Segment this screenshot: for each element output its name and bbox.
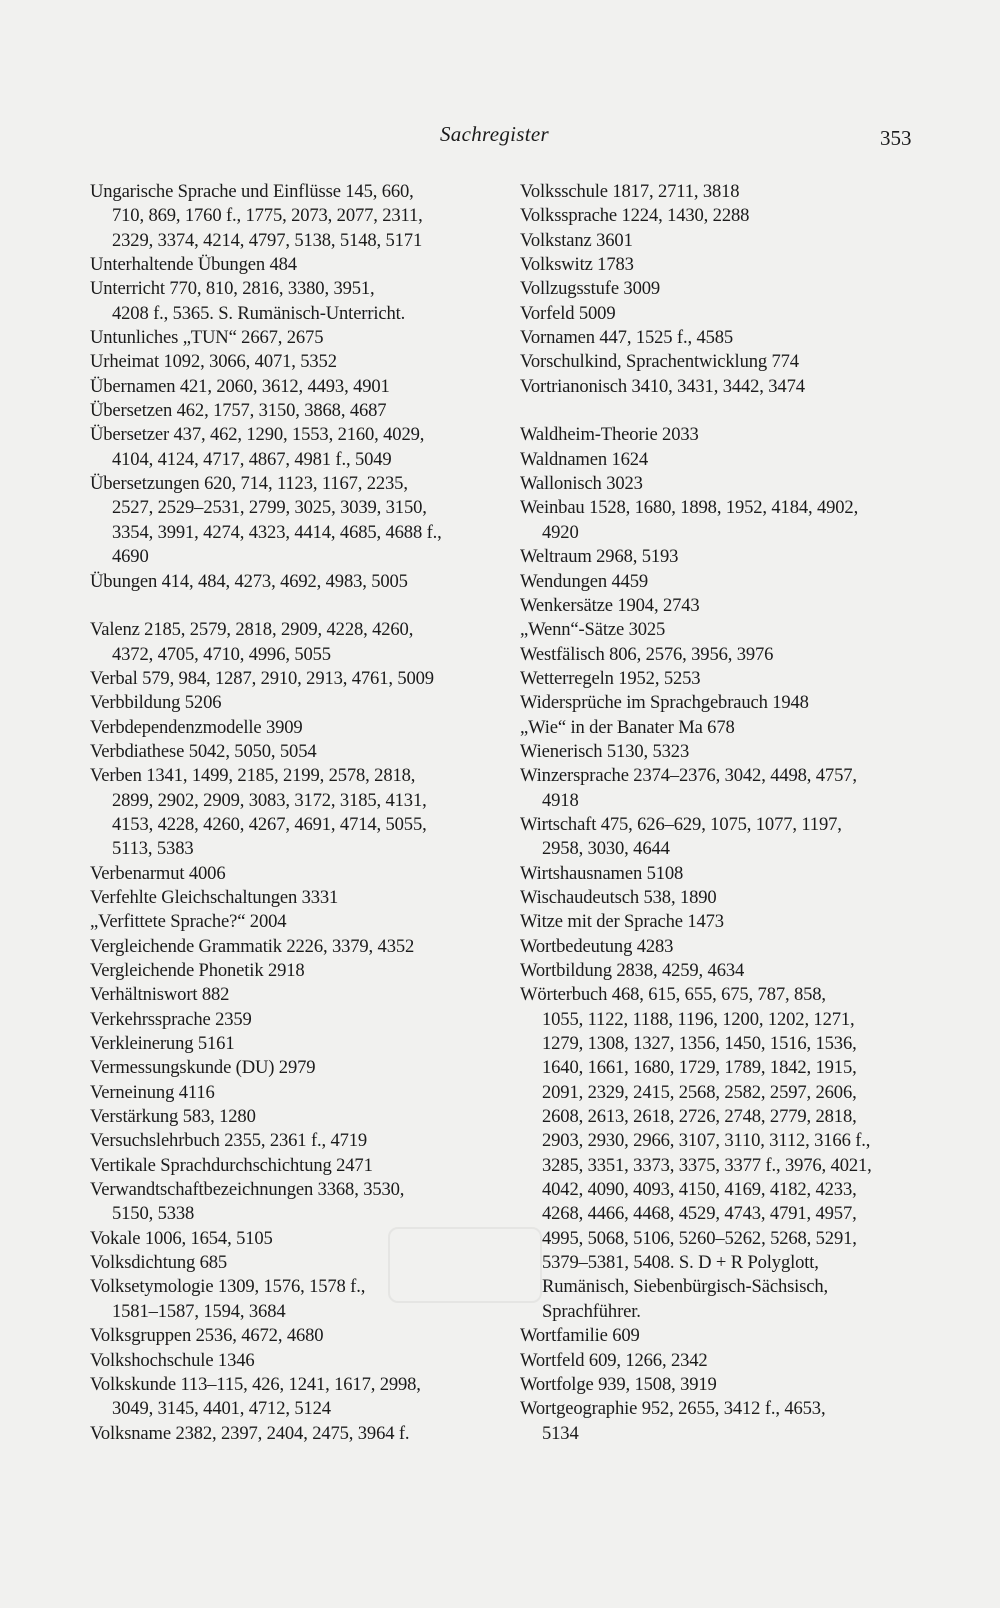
index-entry: Verbdependenzmodelle 3909 [90, 716, 303, 738]
index-entry: Wendungen 4459 [520, 570, 649, 592]
index-entry: Volkskunde 113–115, 426, 1241, 1617, 2998, 3049, 3145, 4401, 4712, 5124 [90, 1373, 421, 1420]
index-entry: Weltraum 2968, 5193 [520, 546, 679, 568]
index-entry: Vorfeld 5009 [520, 302, 616, 324]
index-entry: Verben 1341, 1499, 2185, 2199, 2578, 2818, 2899, 2902, 2909, 3083, 3172, 3185, 4131, 4153, 4228, 4260, 4267, 4691, 4714, 5055, 5113, 5383 [90, 765, 427, 860]
index-entry: Vermessungskunde (DU) 2979 [90, 1057, 316, 1079]
index-entry: Übersetzungen 620, 714, 1123, 1167, 2235, 2527, 2529–2531, 2799, 3025, 3039, 3150, 3354, 3991, 4274, 4323, 4414, 4685, 4688 f., 4690 [90, 473, 442, 568]
index-entry: Verbbildung 5206 [90, 692, 222, 714]
index-entry: Wenkersätze 1904, 2743 [520, 594, 700, 616]
index-entry: Übernamen 421, 2060, 3612, 4493, 4901 [90, 375, 390, 397]
index-entry: Vergleichende Grammatik 2226, 3379, 4352 [90, 935, 415, 957]
index-entry: Wetterregeln 1952, 5253 [520, 667, 701, 689]
index-entry: Valenz 2185, 2579, 2818, 2909, 4228, 4260, 4372, 4705, 4710, 4996, 5055 [90, 619, 414, 665]
index-entry: Ungarische Sprache und Einflüsse 145, 660, 710, 869, 1760 f., 1775, 2073, 2077, 2311, 2329, 3374, 4214, 4797, 5138, 5148, 5171 [90, 181, 423, 251]
index-entry: Übungen 414, 484, 4273, 4692, 4983, 5005 [90, 570, 408, 592]
index-entry: Wallonisch 3023 [520, 473, 643, 495]
index-entry: Westfälisch 806, 2576, 3956, 3976 [520, 643, 774, 665]
index-entry: Vokale 1006, 1654, 5105 [90, 1227, 273, 1249]
index-entry: Volksetymologie 1309, 1576, 1578 f., 1581–1587, 1594, 3684 [90, 1276, 366, 1322]
index-entry: Volkswitz 1783 [520, 254, 634, 276]
index-entry: „Verfittete Sprache?“ 2004 [90, 911, 287, 933]
index-entry: Wörterbuch 468, 615, 655, 675, 787, 858, 1055, 1122, 1188, 1196, 1200, 1202, 1271, 1279, 1308, 1327, 1356, 1450, 1516, 1536, 1640, 1661, 1680, 1729, 1789, 1842, 1915, 2091, 2329, 2415, 2568, 2582, 2597, 2606, 2608, 2613, 2618, 2726, 2748, 2779, 2818, 2903, 2930, 2966, 3107, 3110, 3112, 3166 f., 3285, 3351, 3373, 3375, 3377 f., 3976, 4021, 4042, 4090, 4093, 4150, 4169, 4182, 4233, 4268, 4466, 4468, 4529, 4743, 4791, 4957, 4995, 5068, 5106, 5260–5262, 5268, 5291, 5379–5381, 5408. S. D + R Polyglott, Rumänisch, Siebenbürgisch-Sächsisch, Sprachführer. [520, 984, 872, 1322]
index-entry: Widersprüche im Sprachgebrauch 1948 [520, 692, 809, 714]
index-column-right [520, 180, 915, 1446]
index-entry: Winzersprache 2374–2376, 3042, 4498, 4757, 4918 [520, 765, 857, 811]
index-entry: Wischaudeutsch 538, 1890 [520, 886, 717, 908]
section-gap [520, 399, 915, 423]
index-entry: Verbenarmut 4006 [90, 862, 226, 884]
index-entry: Vollzugsstufe 3009 [520, 278, 661, 300]
index-entry: Vornamen 447, 1525 f., 4585 [520, 327, 734, 349]
page-number: 353 [880, 126, 912, 150]
index-entry: Wirtschaft 475, 626–629, 1075, 1077, 1197, 2958, 3030, 4644 [520, 813, 842, 860]
index-entry: Wortfolge 939, 1508, 3919 [520, 1373, 717, 1395]
index-entry: Volksgruppen 2536, 4672, 4680 [90, 1325, 324, 1347]
page-title: Sachregister [440, 122, 549, 146]
index-entry: Volksdichtung 685 [90, 1252, 228, 1274]
index-entry: Volkssprache 1224, 1430, 2288 [520, 205, 750, 227]
index-entry: Untunliches „TUN“ 2667, 2675 [90, 327, 324, 349]
index-entry: Unterricht 770, 810, 2816, 3380, 3951, 4208 f., 5365. S. Rumänisch-Unterricht. [90, 278, 406, 324]
index-entry: Verhältniswort 882 [90, 984, 230, 1006]
index-entry: Witze mit der Sprache 1473 [520, 911, 724, 933]
index-column-left [90, 180, 490, 1446]
index-entry: Verkleinerung 5161 [90, 1033, 235, 1055]
index-entry: Wortfamilie 609 [520, 1325, 640, 1347]
index-entry: Wortbildung 2838, 4259, 4634 [520, 960, 745, 981]
section-gap [90, 594, 490, 618]
index-entry: Weinbau 1528, 1680, 1898, 1952, 4184, 4902, 4920 [520, 497, 859, 543]
index-entry: Wortfeld 609, 1266, 2342 [520, 1349, 708, 1371]
index-entry: Verneinung 4116 [90, 1081, 215, 1103]
index-entry: Verbdiathese 5042, 5050, 5054 [90, 740, 317, 762]
index-entry: Volksname 2382, 2397, 2404, 2475, 3964 f. [90, 1422, 410, 1444]
index-entry: Verbal 579, 984, 1287, 2910, 2913, 4761, 5009 [90, 667, 434, 689]
index-entry: Vortrianonisch 3410, 3431, 3442, 3474 [520, 375, 805, 397]
index-entry: Vorschulkind, Sprachentwicklung 774 [520, 351, 799, 373]
index-entry: Urheimat 1092, 3066, 4071, 5352 [90, 351, 337, 373]
index-entry: Verwandtschaftbezeichnungen 3368, 3530, 5150, 5338 [90, 1179, 405, 1225]
index-entry: Wirtshausnamen 5108 [520, 862, 684, 884]
index-entry: Volksschule 1817, 2711, 3818 [520, 181, 740, 202]
index-entry: „Wenn“-Sätze 3025 [520, 619, 666, 641]
index-entry: Volkstanz 3601 [520, 229, 633, 251]
index-entry: Vergleichende Phonetik 2918 [90, 960, 305, 981]
index-entry: Übersetzen 462, 1757, 3150, 3868, 4687 [90, 400, 387, 422]
index-entry: „Wie“ in der Banater Ma 678 [520, 716, 735, 738]
index-entry: Verfehlte Gleichschaltungen 3331 [90, 886, 339, 908]
index-entry: Unterhaltende Übungen 484 [90, 254, 297, 276]
running-head [0, 122, 1000, 152]
index-entry: Wortbedeutung 4283 [520, 935, 674, 957]
index-entry: Waldnamen 1624 [520, 448, 649, 470]
index-entry: Versuchslehrbuch 2355, 2361 f., 4719 [90, 1130, 368, 1152]
index-entry: Wienerisch 5130, 5323 [520, 740, 690, 762]
index-entry: Vertikale Sprachdurchschichtung 2471 [90, 1154, 373, 1176]
index-entry: Volkshochschule 1346 [90, 1349, 255, 1371]
index-entry: Verkehrssprache 2359 [90, 1008, 252, 1030]
index-entry: Waldheim-Theorie 2033 [520, 424, 699, 446]
index-entry: Wortgeographie 952, 2655, 3412 f., 4653, 5134 [520, 1398, 826, 1444]
index-entry: Übersetzer 437, 462, 1290, 1553, 2160, 4029, 4104, 4124, 4717, 4867, 4981 f., 5049 [90, 424, 425, 470]
index-entry: Verstärkung 583, 1280 [90, 1106, 256, 1128]
